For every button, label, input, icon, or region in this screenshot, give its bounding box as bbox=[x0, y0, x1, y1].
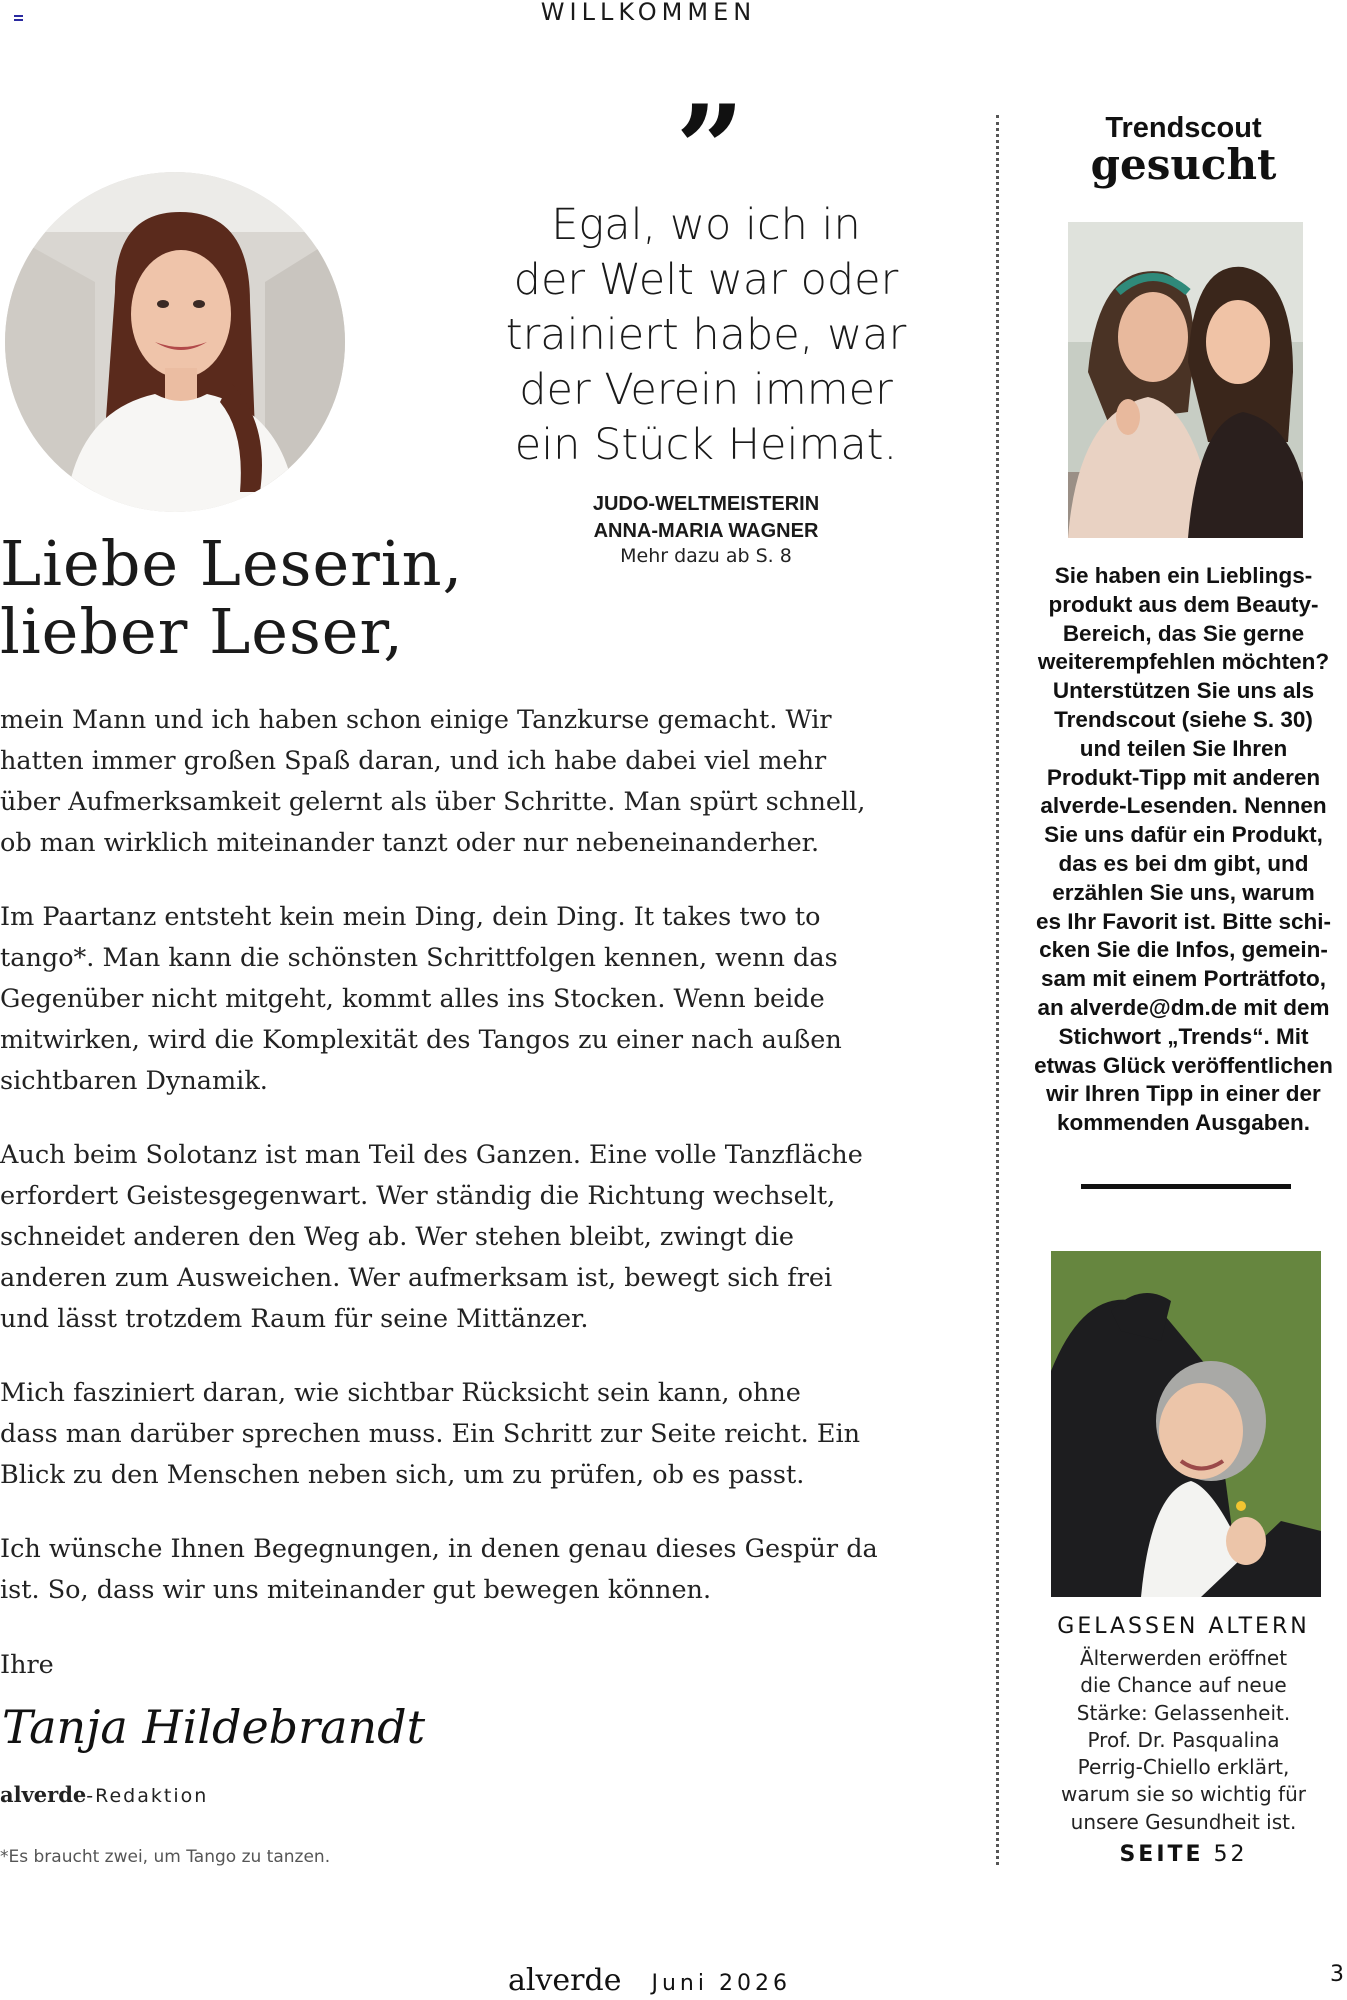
brand-name: alverde bbox=[0, 1782, 87, 1807]
text-line: Auch beim Solotanz ist man Teil des Ganzen. Eine volle Tanzfläche bbox=[0, 1140, 863, 1170]
text-line: wir Ihren Tipp in einer der bbox=[1046, 1081, 1321, 1107]
text-line: Blick zu den Menschen neben sich, um zu prüfen, ob es passt. bbox=[0, 1460, 805, 1490]
text-line: an alverde@dm.de mit dem bbox=[1037, 994, 1330, 1020]
quote-page-reference[interactable]: Mehr dazu ab S. 8 bbox=[620, 545, 792, 567]
text-line: cken Sie die Infos, gemein- bbox=[1039, 937, 1328, 963]
friends-illustration bbox=[1068, 222, 1303, 538]
column-divider bbox=[996, 115, 999, 1865]
text-line: Mich fasziniert daran, wie sichtbar Rücksicht sein kann, ohne bbox=[0, 1378, 801, 1408]
text-line: die Chance auf neue bbox=[1080, 1673, 1287, 1698]
page-number-ref: 52 bbox=[1213, 1842, 1248, 1867]
footer-brand: alverde bbox=[508, 1963, 622, 1998]
headline-line: Liebe Leserin, bbox=[0, 527, 464, 600]
text-line: warum sie so wichtig für bbox=[1061, 1782, 1306, 1807]
page-number: 3 bbox=[1330, 1962, 1344, 1987]
trendscout-text bbox=[1020, 562, 1347, 1138]
teaser-title: GELASSEN ALTERN bbox=[1057, 1614, 1310, 1639]
text-line: ist. So, dass wir uns miteinander gut bewegen können. bbox=[0, 1575, 712, 1605]
closing-greeting: Ihre bbox=[0, 1650, 54, 1680]
headline-line: lieber Leser, bbox=[0, 595, 404, 668]
sidebar-heading-small: Trendscout bbox=[1105, 112, 1262, 144]
text-line: hatten immer großen Spaß daran, und ich habe dabei viel mehr bbox=[0, 746, 827, 776]
text-line: Im Paartanz entsteht kein mein Ding, dein Ding. It takes two to bbox=[0, 902, 821, 932]
text-line: Prof. Dr. Pasqualina bbox=[1087, 1727, 1280, 1752]
trendscout-photo bbox=[1068, 222, 1303, 538]
text-line: kommenden Ausgaben. bbox=[1057, 1110, 1310, 1136]
text-line: Perrig-Chiello erklärt, bbox=[1077, 1755, 1290, 1780]
paragraph bbox=[0, 700, 866, 864]
quote-author-title: JUDO-WELTMEISTERIN bbox=[592, 493, 820, 515]
teaser-photo bbox=[1051, 1251, 1321, 1597]
woman-on-grass-illustration bbox=[1051, 1251, 1321, 1597]
quote-mark-icon: ” bbox=[675, 79, 745, 220]
text-line: erzählen Sie uns, warum bbox=[1052, 879, 1315, 905]
text-line: etwas Glück veröffentlichen bbox=[1034, 1052, 1333, 1078]
text-line: dass man darüber sprechen muss. Ein Schritt zur Seite reicht. Ein bbox=[0, 1419, 861, 1449]
paragraph bbox=[0, 1135, 863, 1340]
text-line: unsere Gesundheit ist. bbox=[1070, 1809, 1297, 1834]
pull-quote-line: Egal, wo ich in bbox=[551, 200, 861, 250]
text-line: mitwirken, wird die Komplexität des Tangos zu einer nach außen bbox=[0, 1025, 842, 1055]
editorial-body bbox=[0, 700, 878, 1644]
text-line: alverde-Lesenden. Nennen bbox=[1040, 793, 1327, 819]
text-line: schneidet anderen den Weg ab. Wer stehen bleibt, zwingt die bbox=[0, 1222, 794, 1252]
text-line: und lässt trotzdem Raum für seine Mittänzer. bbox=[0, 1304, 589, 1334]
portrait-illustration bbox=[5, 172, 345, 512]
pull-quote bbox=[500, 198, 912, 473]
text-line: über Aufmerksamkeit gelernt als über Schritte. Man spürt schnell, bbox=[0, 787, 866, 817]
teaser-page-reference[interactable] bbox=[1020, 1842, 1347, 1867]
pull-quote-line: trainiert habe, war bbox=[505, 310, 907, 360]
section-label: WILLKOMMEN bbox=[540, 0, 757, 26]
text-line: es Ihr Favorit ist. Bitte schi- bbox=[1035, 908, 1332, 934]
text-line: mein Mann und ich haben schon einige Tanzkurse gemacht. Wir bbox=[0, 705, 832, 735]
editor-portrait-photo bbox=[5, 172, 345, 512]
pull-quote-line: ein Stück Heimat. bbox=[514, 420, 898, 470]
page-label: SEITE bbox=[1119, 1842, 1204, 1867]
text-line: erfordert Geistesgegenwart. Wer ständig die Richtung wechselt, bbox=[0, 1181, 836, 1211]
paragraph bbox=[0, 1373, 860, 1496]
text-line: ob man wirklich miteinander tanzt oder nur nebeneinanderher. bbox=[0, 828, 820, 858]
text-line: Stichwort „Trends“. Mit bbox=[1058, 1023, 1309, 1049]
text-line: Produkt-Tipp mit anderen bbox=[1046, 764, 1321, 790]
pull-quote-line: der Welt war oder bbox=[513, 255, 899, 305]
text-line: Ich wünsche Ihnen Begegnungen, in denen genau dieses Gespür da bbox=[0, 1534, 878, 1564]
text-line: produkt aus dem Beauty- bbox=[1048, 591, 1319, 617]
editorial-headline bbox=[0, 527, 464, 668]
text-line: Sie uns dafür ein Produkt, bbox=[1044, 822, 1323, 848]
text-line: sam mit einem Porträtfoto, bbox=[1040, 966, 1327, 992]
paragraph bbox=[0, 897, 860, 1102]
signature-role bbox=[0, 1782, 208, 1807]
text-line: und teilen Sie Ihren bbox=[1079, 735, 1288, 761]
paragraph bbox=[0, 1529, 878, 1611]
text-line: tango*. Man kann die schönsten Schrittfolgen kennen, wenn das bbox=[0, 943, 838, 973]
footer bbox=[508, 1963, 791, 1998]
text-line: sichtbaren Dynamik. bbox=[0, 1066, 268, 1096]
text-line: Sie haben ein Lieblings- bbox=[1054, 563, 1313, 588]
sidebar-heading-large: gesucht bbox=[1090, 140, 1277, 189]
quote-author-name: ANNA-MARIA WAGNER bbox=[593, 520, 819, 542]
footer-issue: Juni 2026 bbox=[651, 1971, 791, 1996]
role-label: -Redaktion bbox=[86, 1785, 209, 1807]
text-line: das es bei dm gibt, und bbox=[1058, 850, 1309, 876]
sidebar-rule bbox=[1081, 1184, 1291, 1189]
text-line: Stärke: Gelassenheit. bbox=[1076, 1700, 1291, 1725]
pull-quote-line: der Verein immer bbox=[519, 365, 893, 415]
text-line: weiterempfehlen möchten? bbox=[1037, 649, 1330, 675]
teaser-text bbox=[1020, 1645, 1347, 1836]
text-line: Älterwerden eröffnet bbox=[1079, 1646, 1288, 1670]
footnote: *Es braucht zwei, um Tango zu tanzen. bbox=[0, 1847, 331, 1867]
text-line: Trendscout (siehe S. 30) bbox=[1054, 706, 1313, 732]
quote-author bbox=[500, 491, 912, 545]
text-line: Unterstützen Sie uns als bbox=[1052, 678, 1315, 704]
text-line: Bereich, das Sie gerne bbox=[1062, 620, 1305, 646]
handwritten-signature: Tanja Hildebrandt bbox=[2, 1700, 426, 1754]
text-line: Gegenüber nicht mitgeht, kommt alles ins Stocken. Wenn beide bbox=[0, 984, 825, 1014]
text-line: anderen zum Ausweichen. Wer aufmerksam ist, bewegt sich frei bbox=[0, 1263, 833, 1293]
